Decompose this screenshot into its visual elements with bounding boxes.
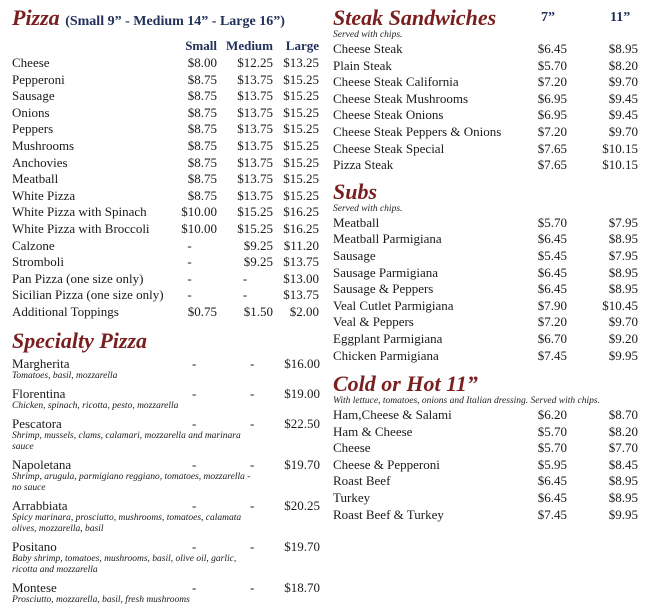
pizza-row [12, 221, 324, 238]
price-small: - [192, 415, 197, 431]
item-description: Shrimp, mussels, clams, calamari, mozzarella and marinara sauce [12, 430, 241, 452]
pizza-row [12, 271, 324, 288]
price-large: $16.00 [284, 355, 320, 371]
pizza-row [12, 171, 324, 188]
price-small: $7.65 [537, 140, 567, 156]
steak-header [333, 6, 643, 30]
price-large: $10.45 [602, 297, 638, 313]
cold-row [333, 457, 643, 474]
subs-row [333, 314, 643, 331]
left-column [12, 0, 324, 610]
subs-row [333, 298, 643, 315]
price-large: $8.45 [608, 456, 638, 472]
pizza-row [12, 72, 324, 89]
item-name: Meatball [12, 171, 59, 187]
price-small: $6.70 [537, 330, 567, 346]
price-large: $9.95 [608, 347, 638, 363]
steak-list [333, 41, 643, 174]
item-name: Cheese Steak Mushrooms [333, 90, 469, 106]
price-small: $5.70 [537, 423, 567, 439]
cold-row [333, 424, 643, 441]
price-medium: - [250, 456, 255, 472]
price-small: $7.65 [537, 157, 567, 173]
price-large: $8.95 [608, 490, 638, 506]
steak-row [333, 141, 643, 158]
subs-row [333, 231, 643, 248]
item-name: Cheese [12, 55, 50, 70]
price-large: $8.20 [608, 423, 638, 439]
price-small: - [187, 237, 192, 253]
specialty-item [12, 386, 324, 412]
item-name: Cheese Steak [333, 41, 403, 56]
subs-row [333, 215, 643, 232]
steak-row [333, 157, 643, 174]
price-large: $9.20 [608, 330, 638, 346]
item-name: Florentina [12, 385, 66, 401]
price-large: $8.20 [608, 57, 638, 73]
price-small: $10.00 [181, 220, 217, 236]
item-name: Roast Beef [333, 473, 391, 489]
price-medium: - [242, 287, 248, 303]
item-name: Veal Cutlet Parmigiana [333, 297, 454, 313]
pizza-row [12, 287, 324, 304]
price-large: $13.75 [283, 287, 319, 303]
price-small: - [192, 538, 197, 554]
price-large: $8.70 [608, 407, 638, 423]
item-name: Sausage Parmigiana [333, 264, 439, 280]
item-name: Cheese & Pepperoni [333, 456, 440, 472]
item-name: Sausage & Peppers [333, 281, 434, 297]
col-7in: 7” [541, 10, 555, 25]
price-small: $7.20 [537, 314, 567, 330]
price-small: $7.90 [537, 297, 567, 313]
price-medium: $13.75 [237, 121, 273, 137]
specialty-top [12, 498, 324, 513]
price-small: - [187, 254, 192, 270]
item-name: Mushrooms [12, 137, 75, 153]
price-large: $2.00 [289, 303, 319, 319]
item-name: Veal & Peppers [333, 314, 414, 330]
item-name: Montese [12, 579, 57, 595]
steak-row [333, 41, 643, 58]
price-large: $18.70 [284, 579, 320, 595]
item-name: Cheese [333, 440, 371, 456]
cold-row [333, 407, 643, 424]
specialty-item [12, 416, 324, 453]
subs-row [333, 265, 643, 282]
item-name: Anchovies [12, 154, 68, 170]
cold-row [333, 440, 643, 457]
pizza-row [12, 55, 324, 72]
price-large: $19.70 [284, 456, 320, 472]
price-small: $6.95 [537, 90, 567, 106]
price-large: $9.70 [608, 314, 638, 330]
subs-row [333, 248, 643, 265]
item-name: Pizza Steak [333, 157, 394, 173]
item-name: Cheese Steak Peppers & Onions [333, 123, 502, 139]
price-medium: $13.75 [237, 104, 273, 120]
item-name: Pescatora [12, 415, 62, 431]
specialty-list [12, 356, 324, 606]
item-name: Positano [12, 538, 57, 554]
item-name: Sicilian Pizza (one size only) [12, 287, 164, 303]
price-small: - [192, 355, 197, 371]
subs-list [333, 215, 643, 364]
price-small: $8.75 [187, 104, 217, 120]
subs-row [333, 281, 643, 298]
cold-row [333, 490, 643, 507]
price-large: $9.45 [608, 90, 638, 106]
price-medium: - [250, 415, 255, 431]
price-large: $15.25 [283, 137, 319, 153]
price-large: $15.25 [283, 171, 319, 187]
price-medium: - [250, 355, 255, 371]
item-name: Calzone [12, 237, 55, 253]
item-description: Spicy marinara, prosciutto, mushrooms, tomatoes, calamata olives, mozzarella, basil [12, 512, 242, 534]
price-medium: $9.25 [243, 237, 273, 253]
col-large: Large [285, 38, 319, 53]
pizza-row [12, 121, 324, 138]
pizza-row [12, 88, 324, 105]
item-name: Cheese Steak Special [333, 140, 445, 156]
price-large: $13.00 [283, 270, 319, 286]
specialty-item [12, 457, 324, 494]
price-small: $8.75 [187, 88, 217, 104]
price-large: $11.20 [283, 237, 319, 253]
item-name: Arrabbiata [12, 497, 68, 513]
cold-note: With lettuce, tomatoes, onions and Italian dressing. Served with chips. [333, 396, 600, 407]
specialty-top [12, 539, 324, 554]
price-large: $16.25 [283, 220, 319, 236]
price-medium: $13.75 [237, 71, 273, 87]
price-small: - [192, 385, 197, 401]
subs-heading: Subs [333, 178, 378, 204]
price-small: $5.45 [537, 247, 567, 263]
item-name: Chicken Parmigiana [333, 347, 439, 363]
price-large: $7.95 [608, 214, 638, 230]
price-large: $19.00 [284, 385, 320, 401]
price-medium: - [250, 538, 255, 554]
price-small: $6.45 [537, 490, 567, 506]
pizza-title: Pizza [12, 5, 60, 30]
steak-row [333, 74, 643, 91]
price-large: $8.95 [608, 41, 638, 56]
price-small: $6.45 [537, 41, 567, 56]
pizza-row [12, 105, 324, 122]
subs-row [333, 331, 643, 348]
cold-row [333, 473, 643, 490]
price-small: $10.00 [181, 204, 217, 220]
steak-heading: Steak Sandwiches [333, 5, 497, 30]
price-large: $10.15 [602, 140, 638, 156]
price-large: $15.25 [283, 71, 319, 87]
specialty-item [12, 356, 324, 382]
price-large: $9.45 [608, 107, 638, 123]
steak-row [333, 58, 643, 75]
price-large: $13.75 [283, 254, 319, 270]
price-large: $9.70 [608, 74, 638, 90]
price-large: $9.70 [608, 123, 638, 139]
item-description: Prosciutto, mozzarella, basil, fresh mushrooms [12, 594, 190, 605]
price-large: $22.50 [284, 415, 320, 431]
item-name: Onions [12, 104, 50, 120]
price-small: - [192, 497, 197, 513]
item-name: Ham,Cheese & Salami [333, 407, 452, 423]
price-medium: $15.25 [237, 204, 273, 220]
specialty-top [12, 386, 324, 401]
price-small: $8.75 [187, 171, 217, 187]
price-small: $7.45 [537, 506, 567, 522]
item-name: White Pizza [12, 187, 76, 203]
pizza-row [12, 304, 324, 321]
item-name: Cheese Steak California [333, 74, 459, 90]
cold-heading: Cold or Hot 11” [333, 371, 478, 397]
pizza-row [12, 204, 324, 221]
price-medium: - [242, 270, 248, 286]
specialty-top [12, 416, 324, 431]
item-description: Chicken, spinach, ricotta, pesto, mozzarella [12, 400, 179, 411]
steak-row [333, 91, 643, 108]
price-small: $7.45 [537, 347, 567, 363]
item-name: Margherita [12, 355, 70, 371]
price-small: $6.45 [537, 473, 567, 489]
price-small: $6.45 [537, 281, 567, 297]
item-name: Sausage [333, 247, 376, 263]
price-small: $6.45 [537, 231, 567, 247]
price-small: $7.20 [537, 123, 567, 139]
price-medium: $13.75 [237, 187, 273, 203]
item-name: Stromboli [12, 254, 65, 270]
price-large: $9.95 [608, 506, 638, 522]
price-small: $8.75 [187, 137, 217, 153]
price-large: $20.25 [284, 497, 320, 513]
specialty-item [12, 539, 324, 576]
specialty-top [12, 457, 324, 472]
price-large: $10.15 [602, 157, 638, 173]
item-name: Cheese Steak Onions [333, 107, 444, 123]
price-small: - [192, 456, 197, 472]
price-small: $5.95 [537, 456, 567, 472]
price-large: $16.25 [283, 204, 319, 220]
price-medium: $13.75 [237, 154, 273, 170]
item-name: White Pizza with Broccoli [12, 220, 150, 236]
price-medium: - [250, 497, 255, 513]
item-name: Peppers [12, 121, 54, 137]
item-description: Baby shrimp, tomatoes, mushrooms, basil, olive oil, garlic, ricotta and mozzarella [12, 553, 237, 575]
item-name: White Pizza with Spinach [12, 204, 147, 220]
price-medium: $1.50 [243, 303, 273, 319]
pizza-column-headers [12, 38, 324, 55]
item-name: Plain Steak [333, 57, 392, 73]
price-small: - [187, 270, 192, 286]
price-small: - [192, 579, 197, 595]
pizza-row [12, 238, 324, 255]
price-medium: - [250, 385, 255, 401]
col-medium: Medium [226, 38, 273, 53]
item-name: Eggplant Parmigiana [333, 330, 443, 346]
steak-note: Served with chips. [333, 30, 403, 40]
price-large: $8.95 [608, 473, 638, 489]
col-11in: 11” [610, 10, 631, 25]
item-name: Additional Toppings [12, 303, 119, 319]
pizza-row [12, 155, 324, 172]
pizza-heading [12, 6, 324, 34]
specialty-top [12, 580, 324, 595]
item-name: Sausage [12, 88, 55, 104]
cold-list [333, 407, 643, 523]
steak-row [333, 124, 643, 141]
pizza-row [12, 138, 324, 155]
price-large: $8.95 [608, 231, 638, 247]
price-small: $6.45 [537, 264, 567, 280]
price-medium: - [250, 579, 255, 595]
item-name: Napoletana [12, 456, 72, 472]
pizza-sizes-note: (Small 9” - Medium 14” - Large 16”) [65, 14, 285, 29]
price-small: $5.70 [537, 214, 567, 230]
cold-row [333, 507, 643, 524]
specialty-top [12, 356, 324, 371]
price-medium: $12.25 [237, 55, 273, 70]
price-small: $8.75 [187, 121, 217, 137]
price-large: $8.95 [608, 281, 638, 297]
steak-row [333, 107, 643, 124]
item-name: Ham & Cheese [333, 423, 413, 439]
price-large: $13.25 [283, 55, 319, 70]
price-small: $6.95 [537, 107, 567, 123]
price-large: $7.70 [608, 440, 638, 456]
subs-note: Served with chips. [333, 203, 403, 214]
price-small: $8.75 [187, 154, 217, 170]
specialty-item [12, 580, 324, 606]
price-small: $8.00 [187, 55, 217, 70]
price-large: $15.25 [283, 88, 319, 104]
price-medium: $15.25 [237, 220, 273, 236]
pizza-row [12, 254, 324, 271]
price-medium: $9.25 [243, 254, 273, 270]
price-small: $5.70 [537, 440, 567, 456]
col-small: Small [185, 38, 217, 53]
pizza-row [12, 188, 324, 205]
pizza-list [12, 55, 324, 321]
price-large: $7.95 [608, 247, 638, 263]
item-name: Meatball Parmigiana [333, 231, 442, 247]
price-medium: $13.75 [237, 88, 273, 104]
price-medium: $13.75 [237, 137, 273, 153]
item-name: Turkey [333, 490, 371, 506]
price-small: $8.75 [187, 71, 217, 87]
item-name: Meatball [333, 214, 380, 230]
price-small: $5.70 [537, 57, 567, 73]
price-large: $15.25 [283, 104, 319, 120]
price-small: $7.20 [537, 74, 567, 90]
item-name: Roast Beef & Turkey [333, 506, 444, 522]
price-medium: $13.75 [237, 171, 273, 187]
item-description: Tomatoes, basil, mozzarella [12, 370, 118, 381]
item-name: Pepperoni [12, 71, 65, 87]
subs-row [333, 348, 643, 365]
price-small: - [187, 287, 192, 303]
price-small: $0.75 [187, 303, 217, 319]
price-small: $8.75 [187, 187, 217, 203]
price-large: $15.25 [283, 187, 319, 203]
price-large: $15.25 [283, 154, 319, 170]
specialty-heading: Specialty Pizza [12, 327, 148, 353]
specialty-item [12, 498, 324, 535]
price-large: $8.95 [608, 264, 638, 280]
item-name: Pan Pizza (one size only) [12, 270, 144, 286]
price-small: $6.20 [537, 407, 567, 423]
right-column [333, 0, 643, 523]
price-large: $19.70 [284, 538, 320, 554]
price-large: $15.25 [283, 121, 319, 137]
item-description: Shrimp, arugula, parmigiano reggiano, tomatoes, mozzarella - no sauce [12, 471, 251, 493]
